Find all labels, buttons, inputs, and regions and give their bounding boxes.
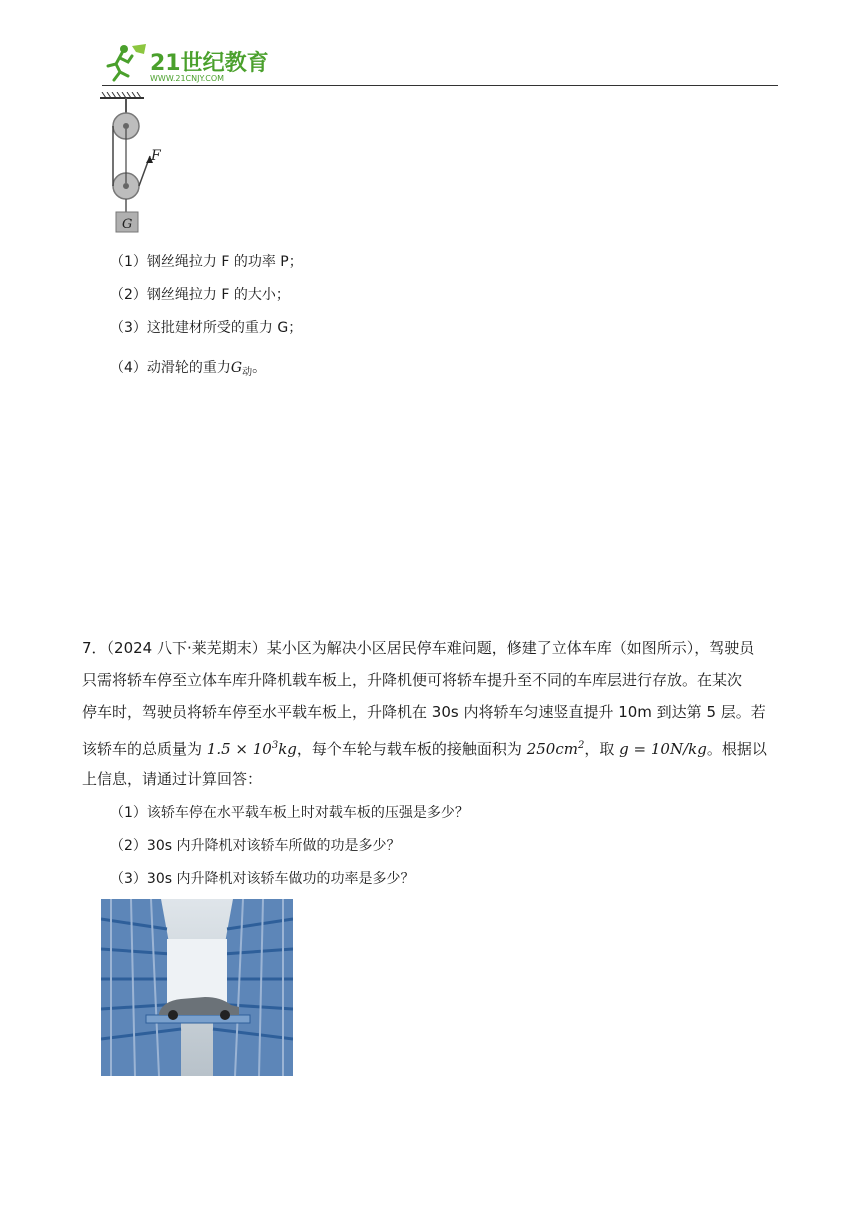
logo-text: 21世纪教育 — [150, 51, 269, 76]
q6-part-4 — [110, 358, 266, 383]
logo-subtext: WWW.21CNJY.COM — [150, 74, 225, 83]
q7-part-3: （3）30s 内升降机对该轿车做功的功率是多少？ — [110, 871, 415, 887]
q7-line-4-b: ，每个车轮与载车板的接触面积为 — [296, 740, 522, 758]
runner-icon — [108, 44, 146, 80]
header-divider — [102, 85, 778, 86]
q7-line-2: 只需将轿车停至立体车库升降机载车板上，升降机便可将轿车提升至不同的车库层进行存放。在某次 — [82, 671, 743, 689]
q7-part-1: （1）该轿车停在水平载车板上时对载车板的压强是多少？ — [110, 805, 469, 821]
area-value: $250cm^2$ — [526, 740, 585, 758]
q7-line-5: 上信息，请通过计算回答： — [82, 770, 263, 788]
q6-part-3: （3）这批建材所受的重力 G； — [110, 320, 303, 336]
parking-garage-photo — [101, 899, 293, 1076]
pulley-diagram — [96, 92, 176, 236]
q7-line-4-a: 该轿车的总质量为 — [82, 740, 203, 758]
q6-part-4-text: （4）动滑轮的重力 — [110, 360, 231, 376]
weight-label: G — [122, 217, 133, 232]
q6-part-2: （2）钢丝绳拉力 F 的大小； — [110, 287, 290, 303]
force-label: F — [151, 148, 161, 164]
q6-part-4-end: 。 — [252, 360, 267, 376]
q7-line-4 — [82, 736, 782, 759]
q6-part-4-var: G — [230, 360, 243, 376]
q7-line-3: 停车时，驾驶员将轿车停至水平载车板上，升降机在 30s 内将轿车匀速竖直提升 10m 到达第 5 层。若 — [82, 703, 766, 721]
q6-part-1: （1）钢丝绳拉力 F 的功率 P； — [110, 254, 303, 270]
q7-line-4-c: ，取 — [584, 740, 615, 758]
q7-line-1: 7．（2024 八下·莱芜期末）某小区为解决小区居民停车难问题，修建了立体车库（如图所示），驾驶员 — [82, 639, 755, 657]
mass-value: $1.5 \times 10^3kg$ — [206, 740, 297, 758]
gravity-value: g = 10N/kg — [619, 740, 707, 758]
site-logo — [102, 40, 272, 84]
q7-part-2: （2）30s 内升降机对该轿车所做的功是多少？ — [110, 838, 401, 854]
q7-line-4-d: 。根据以 — [706, 740, 767, 758]
q6-part-4-sub: 动 — [242, 367, 253, 378]
